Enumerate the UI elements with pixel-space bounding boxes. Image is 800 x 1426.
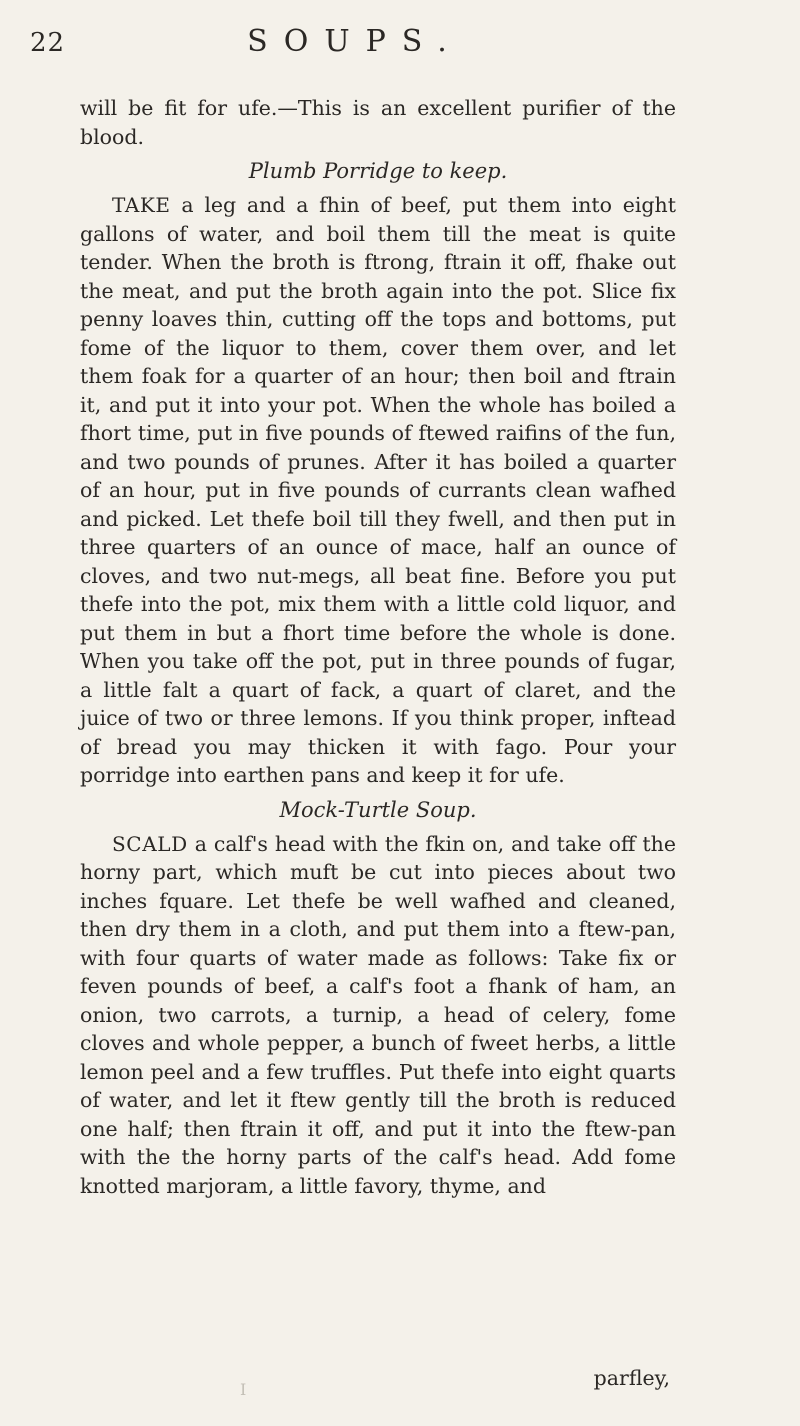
recipe-text: a leg and a fhin of beef, put them into eight gallons of water, and boil them till the meat is quite tender. When the broth is ftrong, ftrain it off, fhake out the meat, and put the broth again into the pot. Slice fix penny loaves thin, cutting off the tops and bottoms, put fome of the liquor to them, cover them over, and let them foak for a quarter of an hour; then boil and ftrain it, and put it into your pot. When the whole has boiled a fhort time, put in five pounds of ftewed raifins of the fun, and two pounds of prunes. After it has boiled a quarter of an hour, put in five pounds of currants clean wafhed and picked. Let thefe boil till they fwell, and then put in three quarters of an ounce of mace, half an ounce of cloves, and two nut-megs, all beat fine. Before you put thefe into the pot, mix them with a little cold liquor, and put them in but a fhort time before the whole is done. When you take off the pot, put in three pounds of fugar, a little falt a quart of fack, a quart of claret, and the juice of two or three lemons. If you think proper, inftead of bread you may thicken it with fago. Pour your porridge into earthen pans and keep it for ufe. (80, 193, 676, 787)
page-number: 22 (30, 28, 66, 58)
continuation-paragraph: will be fit for ufe.—This is an excellent purifier of the blood. (80, 96, 676, 149)
running-title: SOUPS. (247, 24, 463, 59)
catchword: parfley, (593, 1366, 670, 1390)
recipe-text: a calf's head with the fkin on, and take off the horny part, which muft be cut into pieces about two inches fquare. Let thefe be well wafhed and cleaned, then dry them in a cloth, and put them into a ftew-pan, with four quarts of water made as follows: Take fix or feven pounds of beef, a calf's foot a fhank of ham, an onion, two carrots, a turnip, a head of celery, fome cloves and whole pepper, a bunch of fweet herbs, a little lemon peel and a few truffles. Put thefe into eight quarts of water, and let it ftew gently till the broth is reduced one half; then ftrain it off, and put it into the ftew-pan with the the horny parts of the calf's head. Add fome knotted marjoram, a little favory, thyme, and (80, 831, 676, 1198)
recipe-title-plumb-porridge: Plumb Porridge to keep. (248, 159, 508, 183)
page-header (30, 20, 680, 70)
recipe-title-mock-turtle: Mock-Turtle Soup. (279, 797, 477, 822)
page-body (80, 94, 676, 1200)
recipe-body-mock-turtle (80, 830, 676, 1201)
recipe-lead-word: TAKE (112, 193, 171, 217)
recipe-body-plumb-porridge (80, 191, 676, 790)
page-mark: I (240, 1380, 247, 1399)
recipe-lead-word: SCALD (112, 831, 188, 856)
